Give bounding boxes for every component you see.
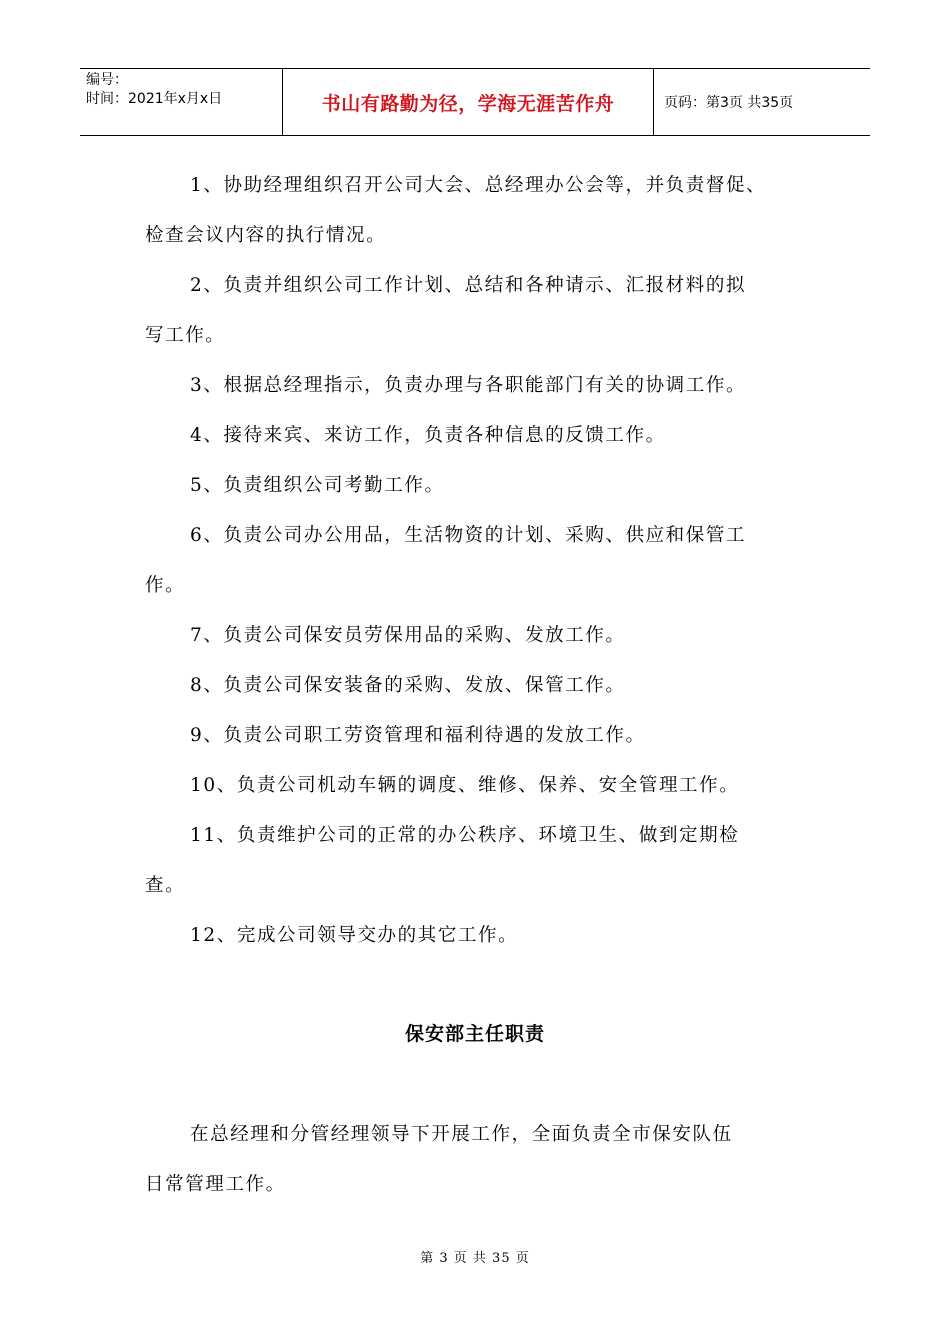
paragraph-line: 查。 (145, 875, 186, 896)
paragraph-line: 2、负责并组织公司工作计划、总结和各种请示、汇报材料的拟 (190, 275, 747, 296)
paragraph-line: 7、负责公司保安员劳保用品的采购、发放工作。 (190, 625, 626, 646)
page-footer: 第 3 页 共 35 页 (420, 1251, 530, 1266)
header-page-info: 页码：第3页 共35页 (664, 95, 794, 111)
document-number-label: 编号： (86, 72, 128, 88)
paragraph-line: 作。 (145, 575, 186, 596)
paragraph-line: 在总经理和分管经理领导下开展工作，全面负责全市保安队伍 (190, 1124, 733, 1145)
paragraph-line: 9、负责公司职工劳资管理和福利待遇的发放工作。 (190, 725, 646, 746)
section-title: 保安部主任职责 (404, 1023, 545, 1045)
paragraph-line: 1、协助经理组织召开公司大会、总经理办公会等，并负责督促、 (190, 175, 767, 196)
paragraph-line: 日常管理工作。 (145, 1174, 286, 1195)
header-meta (80, 69, 283, 135)
paragraph-line: 5、负责组织公司考勤工作。 (190, 475, 445, 496)
paragraph-line: 6、负责公司办公用品，生活物资的计划、采购、供应和保管工 (190, 525, 747, 546)
paragraph-line: 检查会议内容的执行情况。 (145, 225, 387, 246)
paragraph-line: 3、根据总经理指示，负责办理与各职能部门有关的协调工作。 (190, 375, 747, 396)
paragraph-line: 写工作。 (145, 325, 226, 346)
paragraph-line: 10、负责公司机动车辆的调度、维修、保养、安全管理工作。 (190, 775, 740, 796)
page-header (80, 68, 870, 136)
header-motto: 书山有路勤为径，学海无涯苦作舟 (283, 69, 654, 135)
document-date: 时间：2021年x月x日 (86, 91, 223, 107)
paragraph-line: 12、完成公司领导交办的其它工作。 (190, 925, 519, 946)
paragraph-line: 11、负责维护公司的正常的办公秩序、环境卫生、做到定期检 (190, 825, 740, 846)
paragraph-line: 4、接待来宾、来访工作，负责各种信息的反馈工作。 (190, 425, 666, 446)
paragraph-line: 8、负责公司保安装备的采购、发放、保管工作。 (190, 675, 626, 696)
